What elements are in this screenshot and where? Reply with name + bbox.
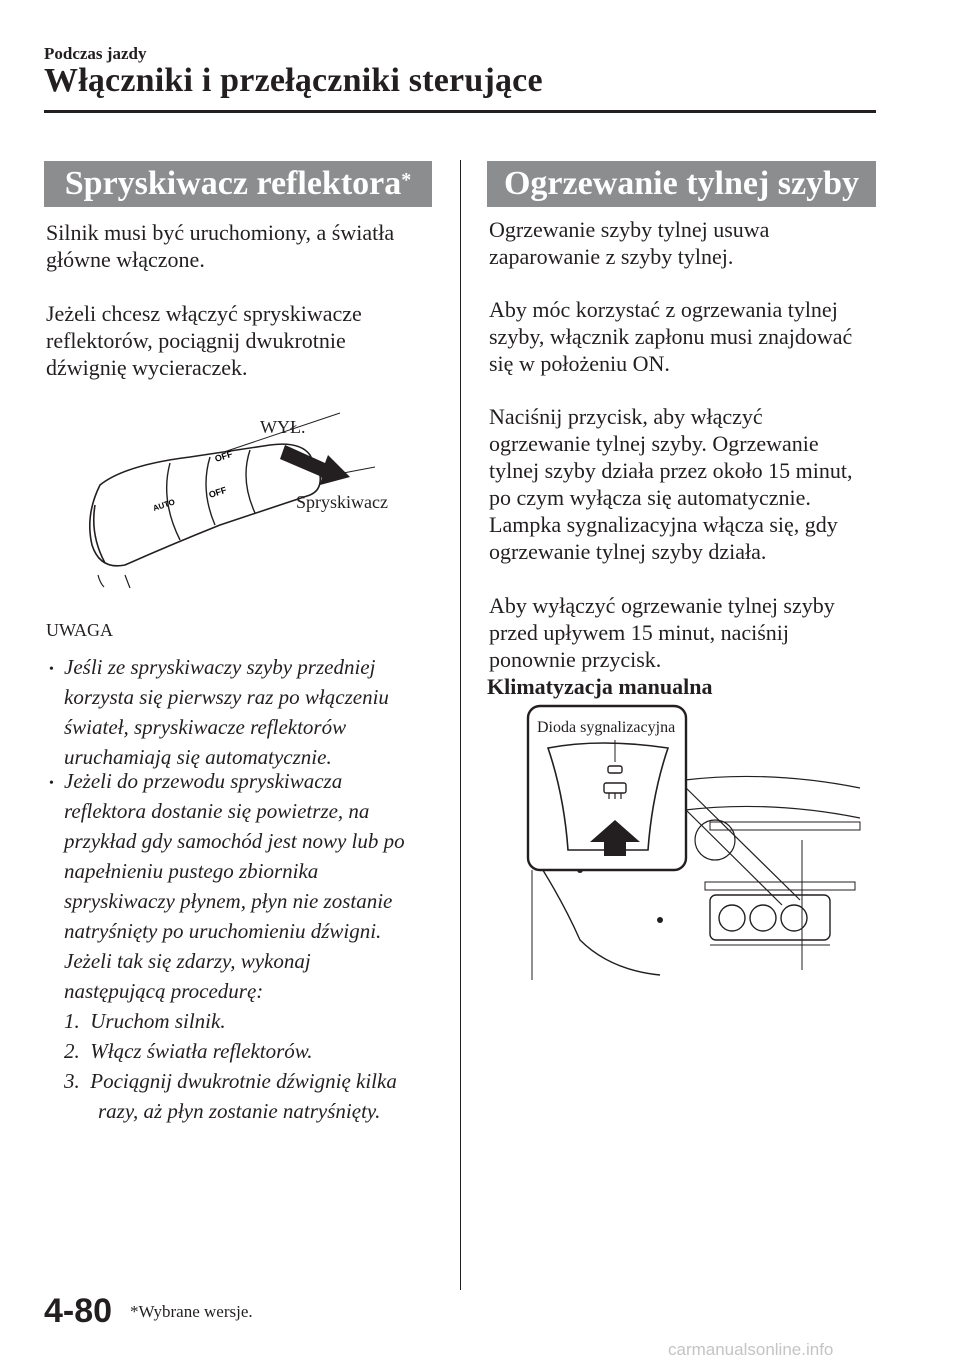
text-line: reflektorów, pociągnij dwukrotnie — [46, 328, 346, 353]
washer-position-label: Spryskiwacz — [296, 492, 388, 512]
fan-dial — [719, 905, 745, 931]
text-line: po czym wyłącza się automatycznie. — [489, 485, 811, 510]
headlight-washer-heading — [44, 161, 432, 207]
text-line: się w położeniu ON. — [489, 351, 670, 376]
text-line: Aby wyłączyć ogrzewanie tylnej szyby — [489, 593, 835, 618]
text-line: zaparowanie z szyby tylnej. — [489, 244, 734, 269]
temp-dial — [750, 905, 776, 931]
text-line: główne włączone. — [46, 247, 205, 272]
wiper-lever-figure — [70, 405, 410, 590]
rear-defroster-heading — [487, 161, 876, 207]
defroster-paragraph-3 — [489, 403, 853, 565]
defroster-paragraph-4 — [489, 592, 835, 673]
indicator-light-label: Dioda sygnalizacyjna — [537, 719, 676, 736]
climate-control-panel — [710, 895, 830, 940]
defroster-paragraph-1 — [489, 216, 769, 270]
stalk-auto-label: AUTO — [151, 497, 177, 513]
stalk-off-label: OFF — [207, 484, 228, 500]
header-rule — [44, 110, 876, 113]
note-bullet-1 — [64, 652, 389, 772]
step-number: 3. — [64, 1069, 80, 1093]
text-line: spryskiwaczy płynem, płyn nie zostanie — [64, 889, 393, 913]
text-line: Lampka sygnalizacyjna włącza się, gdy — [489, 512, 838, 537]
mode-dial — [781, 905, 807, 931]
text-line: Jeżeli do przewodu spryskiwacza — [64, 769, 343, 793]
procedure-step — [64, 1036, 397, 1066]
text-line: natryśnięty po uruchomieniu dźwigni. — [64, 919, 382, 943]
footnote: *Wybrane wersje. — [130, 1302, 253, 1321]
text-line: Jeżeli chcesz włączyć spryskiwacze — [46, 301, 362, 326]
step-number: 1. — [64, 1009, 80, 1033]
procedure-step — [64, 1006, 397, 1036]
note-title: UWAGA — [46, 620, 113, 640]
headlight-washer-heading-text: Spryskiwacz reflektora — [64, 165, 402, 202]
watermark: carmanualsonline.info — [668, 1340, 834, 1359]
page-number: 4-80 — [44, 1292, 113, 1330]
procedure-steps — [64, 1006, 397, 1126]
step-text: Pociągnij dwukrotnie dźwignię kilka — [90, 1069, 397, 1093]
procedure-step — [64, 1066, 397, 1096]
text-line: Jeżeli tak się zdarzy, wykonaj — [64, 949, 311, 973]
text-line: przed upływem 15 minut, naciśnij — [489, 620, 789, 645]
text-line: Silnik musi być uruchomiony, a światła — [46, 220, 395, 245]
column-divider — [460, 160, 461, 1290]
text-line: ogrzewanie tylnej szyby. Ogrzewanie — [489, 431, 819, 456]
text-line: świateł, spryskiwacze reflektorów — [64, 715, 347, 739]
text-line: Naciśnij przycisk, aby włączyć — [489, 404, 763, 429]
rear-defroster-heading-text: Ogrzewanie tylnej szyby — [503, 165, 860, 202]
note-bullet-2 — [64, 766, 405, 1006]
bullet-dot: • — [49, 662, 54, 677]
step-text: Uruchom silnik. — [90, 1009, 226, 1033]
text-line: szyby, włącznik zapłonu musi znajdować — [489, 324, 853, 349]
text-line: napełnieniu pustego zbiornika — [64, 859, 319, 883]
text-line: Jeśli ze spryskiwaczy szyby przedniej — [64, 655, 376, 679]
optional-equipment-mark: * — [401, 168, 412, 191]
step-number: 2. — [64, 1039, 80, 1063]
section-label: Podczas jazdy — [44, 44, 147, 63]
text-line: uruchamiają się automatycznie. — [64, 745, 332, 769]
off-position-label: WYŁ. — [260, 417, 306, 437]
steering-column-lines — [98, 575, 130, 588]
dashboard-outline — [685, 776, 860, 788]
lever-body — [90, 444, 321, 566]
washer-paragraph-1 — [46, 219, 394, 273]
steering-wheel-button — [657, 917, 663, 923]
manual-ac-subheading: Klimatyzacja manualna — [487, 674, 713, 699]
text-line: Aby móc korzystać z ogrzewania tylnej — [489, 297, 838, 322]
dashboard-trim — [705, 882, 855, 890]
text-line: reflektora dostanie się powietrze, na — [64, 799, 370, 823]
stalk-off-label: OFF — [213, 448, 234, 464]
text-line: korzysta się pierwszy raz po włączeniu — [64, 685, 389, 709]
text-line: następującą procedurę: — [64, 979, 264, 1003]
washer-paragraph-2 — [46, 300, 362, 381]
dashboard-vent-round — [695, 820, 735, 860]
text-line: ponownie przycisk. — [489, 647, 662, 672]
step-text-continued: razy, aż płyn zostanie natryśnięty. — [98, 1099, 381, 1123]
page-title: Włączniki i przełączniki sterujące — [44, 62, 543, 99]
defroster-paragraph-2 — [489, 296, 852, 377]
text-line: przykład gdy samochód jest nowy lub po — [64, 829, 405, 853]
text-line: ogrzewanie tylnej szyby działa. — [489, 539, 767, 564]
dashboard-vent — [710, 822, 860, 830]
text-line: Ogrzewanie szyby tylnej usuwa — [489, 217, 770, 242]
dashboard-figure — [520, 700, 870, 980]
step-text: Włącz światła reflektorów. — [90, 1039, 313, 1063]
bullet-dot: • — [49, 776, 54, 791]
text-line: tylnej szyby działa przez około 15 minut, — [489, 458, 853, 483]
text-line: dźwignię wycieraczek. — [46, 355, 248, 380]
